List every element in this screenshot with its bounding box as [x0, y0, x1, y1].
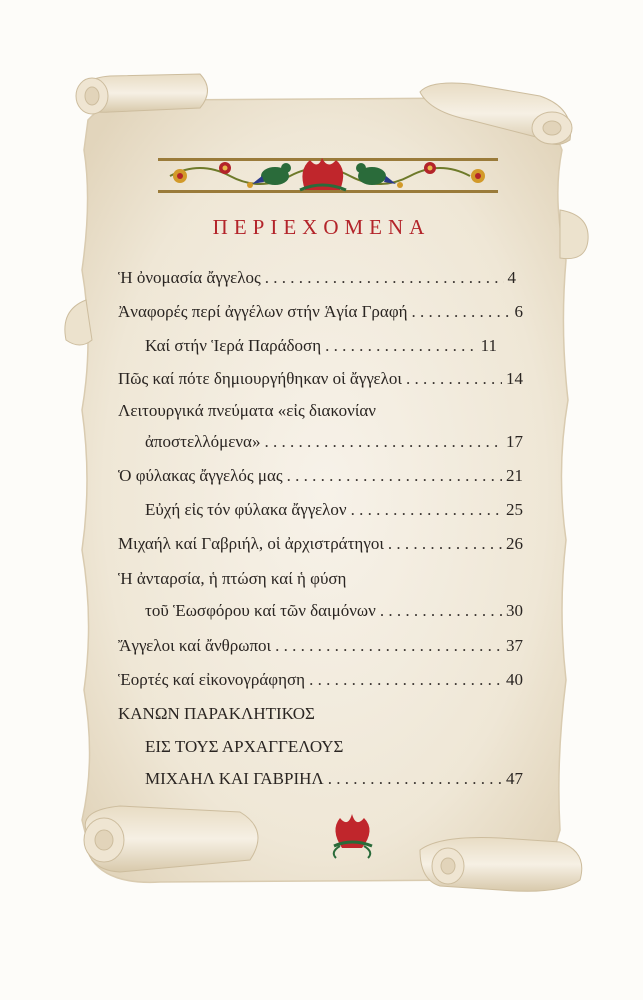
toc-leader-dots — [264, 432, 502, 452]
toc-entry-title: Ἀναφορές περί ἀγγέλων στήν Ἁγία Γραφή — [118, 302, 408, 321]
toc-entry-title: ἀποστελλόμενα» — [145, 432, 261, 451]
toc-entry[interactable] — [145, 769, 523, 789]
toc-entry[interactable] — [118, 466, 523, 486]
toc-leader-dots — [328, 769, 502, 789]
toc-entry[interactable] — [145, 432, 523, 452]
toc-leader-dots — [325, 336, 477, 356]
toc-entry-page: 40 — [506, 670, 523, 689]
toc-leader-dots — [388, 534, 502, 554]
toc-entry-page: 17 — [506, 432, 523, 451]
toc-entry-page: 21 — [506, 466, 523, 485]
toc-entry-page: 6 — [514, 302, 523, 321]
toc-entry-title: Πῶς καί πότε δημιουργήθηκαν οἱ ἄγγελοι — [118, 369, 403, 388]
toc-entry-page: 11 — [480, 336, 497, 355]
toc-entry-page: 25 — [506, 500, 523, 519]
contents-title: ΠΕΡΙΕΧΟΜΕΝΑ — [212, 215, 431, 239]
toc-entry-title: Ἄγγελοι καί ἄνθρωποι — [118, 636, 272, 655]
toc-entry-title: τοῦ Ἑωσφόρου καί τῶν δαιμόνων — [145, 601, 376, 620]
toc-entry[interactable] — [145, 336, 497, 356]
toc-entry[interactable] — [118, 636, 523, 656]
toc-entry-title: Μιχαήλ καί Γαβριήλ, οἱ ἀρχιστράτηγοι — [118, 534, 384, 553]
toc-entry-title: Ὁ φύλακας ἄγγελός μας — [118, 466, 283, 485]
toc-entry-title[interactable]: Ἡ ἀνταρσία, ἡ πτώση καί ἡ φύση — [118, 569, 347, 588]
toc-entry-title: Εὐχή εἰς τόν φύλακα ἄγγελον — [145, 500, 347, 519]
toc-leader-dots — [309, 670, 502, 690]
toc-leader-dots — [412, 302, 511, 322]
toc-entry-title: ΜΙΧΑΗΛ ΚΑΙ ΓΑΒΡΙΗΛ — [145, 769, 324, 788]
toc-entry[interactable] — [145, 500, 523, 520]
toc-entry-page: 30 — [506, 601, 523, 620]
toc-entry[interactable] — [118, 670, 523, 690]
toc-entry-title[interactable]: ΕΙΣ ΤΟΥΣ ΑΡΧΑΓΓΕΛΟΥΣ — [145, 737, 344, 756]
toc-entry[interactable] — [118, 268, 516, 288]
toc-entry-title[interactable]: ΚΑΝΩΝ ΠΑΡΑΚΛΗΤΙΚΟΣ — [118, 704, 315, 723]
toc-entry-page: 14 — [506, 369, 523, 388]
toc-entry-page: 26 — [506, 534, 523, 553]
toc-leader-dots — [287, 466, 502, 486]
toc-entry-title[interactable]: Λειτουργικά πνεύματα «εἰς διακονίαν — [118, 401, 376, 420]
toc-leader-dots — [351, 500, 502, 520]
toc-entry-title: Ἡ ὀνομασία ἄγγελος — [118, 268, 261, 287]
toc-entry[interactable] — [118, 302, 523, 322]
toc-entry[interactable] — [118, 369, 523, 389]
toc-entry-page: 47 — [506, 769, 523, 788]
toc-entry-page: 37 — [506, 636, 523, 655]
toc-entry[interactable] — [145, 601, 523, 621]
toc-leader-dots — [380, 601, 502, 621]
toc-entry-title: Ἑορτές καί εἰκονογράφηση — [118, 670, 306, 689]
toc-leader-dots — [275, 636, 502, 656]
toc-leader-dots — [406, 369, 502, 389]
toc-leader-dots — [265, 268, 504, 288]
toc-entry-page: 4 — [507, 268, 516, 287]
toc-entry-title: Καί στήν Ἱερά Παράδοση — [145, 336, 322, 355]
toc-entry[interactable] — [118, 534, 523, 554]
